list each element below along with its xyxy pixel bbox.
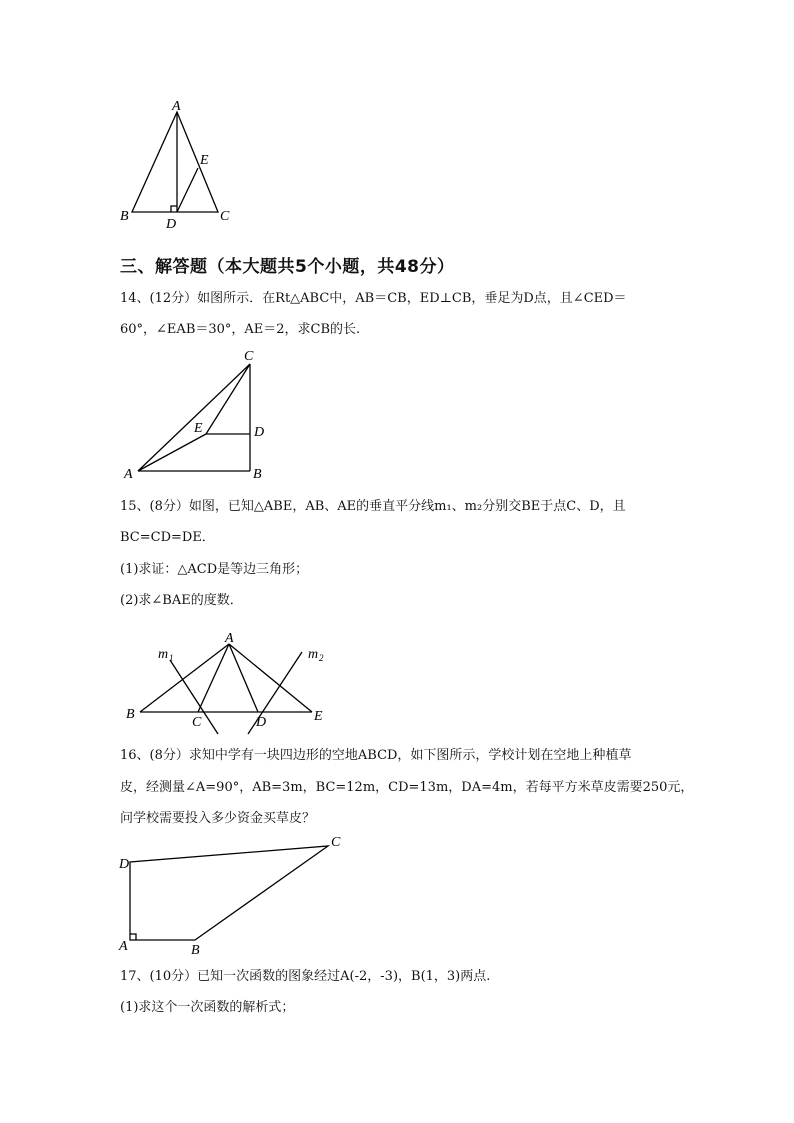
- label-d: D: [166, 217, 177, 232]
- q15-line-1: 15、(8分）如图，已知△ABE，AB、AE的垂直平分线m₁、m₂分别交BE于点C、D，且: [120, 499, 626, 514]
- quadrilateral-abcd: [130, 846, 328, 940]
- q16-line-1: 16、(8分）求知中学有一块四边形的空地ABCD，如下图所示，学校计划在空地上种植草: [120, 748, 632, 763]
- label-a: A: [119, 939, 128, 954]
- q15-part-1: (1)求证：△ACD是等边三角形；: [120, 562, 309, 577]
- right-angle-mark: [171, 206, 177, 212]
- right-angle-mark: [130, 934, 136, 940]
- segment-ae: [229, 644, 312, 712]
- label-a: A: [172, 99, 181, 114]
- label-b: B: [126, 707, 135, 722]
- segment-de: [177, 168, 198, 212]
- q17-line-1: 17、(10分）已知一次函数的图象经过A(-2，-3)，B(1，3)两点.: [120, 969, 491, 984]
- label-a: A: [124, 467, 133, 482]
- label-m2-subscript: 2: [319, 653, 324, 663]
- q14-line-2: 60°，∠EAB＝30°，AE＝2，求CB的长.: [120, 322, 361, 337]
- q15-line-2: BC=CD=DE．: [120, 530, 215, 545]
- label-d: D: [254, 425, 265, 440]
- segment-ac: [198, 644, 229, 712]
- label-d: D: [256, 715, 267, 730]
- label-m2: m: [308, 647, 319, 662]
- label-m1-subscript: 1: [169, 653, 174, 663]
- q14-line-1: 14、(12分）如图所示．在Rt△ABC中，AB＝CB，ED⊥CB，垂足为D点，且∠CED＝: [120, 291, 627, 306]
- label-m1: m: [158, 647, 169, 662]
- label-b: B: [191, 943, 200, 958]
- label-e: E: [194, 421, 203, 436]
- label-b: B: [253, 467, 262, 482]
- q16-line-3: 问学校需要投入多少资金买草皮？: [120, 811, 316, 826]
- segment-ac: [138, 364, 250, 471]
- label-c: C: [192, 715, 202, 730]
- label-c: C: [331, 835, 341, 850]
- label-c: C: [244, 349, 254, 364]
- figure-q14: [120, 348, 280, 483]
- label-e: E: [314, 709, 323, 724]
- label-a: A: [225, 631, 234, 646]
- figure-triangle-abc-altitude: [110, 100, 250, 235]
- q15-part-2: (2)求∠BAE的度数．: [120, 593, 243, 608]
- q16-line-2: 皮，经测量∠A=90°，AB=3m，BC=12m，CD=13m，DA=4m，若每平方米草皮需要250元，: [120, 780, 694, 795]
- label-c: C: [220, 209, 230, 224]
- label-e: E: [200, 153, 209, 168]
- section-heading: 三、解答题（本大题共5个小题，共48分）: [120, 257, 455, 277]
- segment-ab: [140, 644, 229, 712]
- segment-ae: [138, 434, 206, 471]
- q17-part-1: (1)求这个一次函数的解析式；: [120, 1000, 295, 1015]
- figure-q16: [115, 832, 355, 957]
- label-d: D: [119, 857, 130, 872]
- segment-ad: [229, 644, 258, 712]
- label-b: B: [120, 209, 129, 224]
- figure-q15: [120, 628, 340, 728]
